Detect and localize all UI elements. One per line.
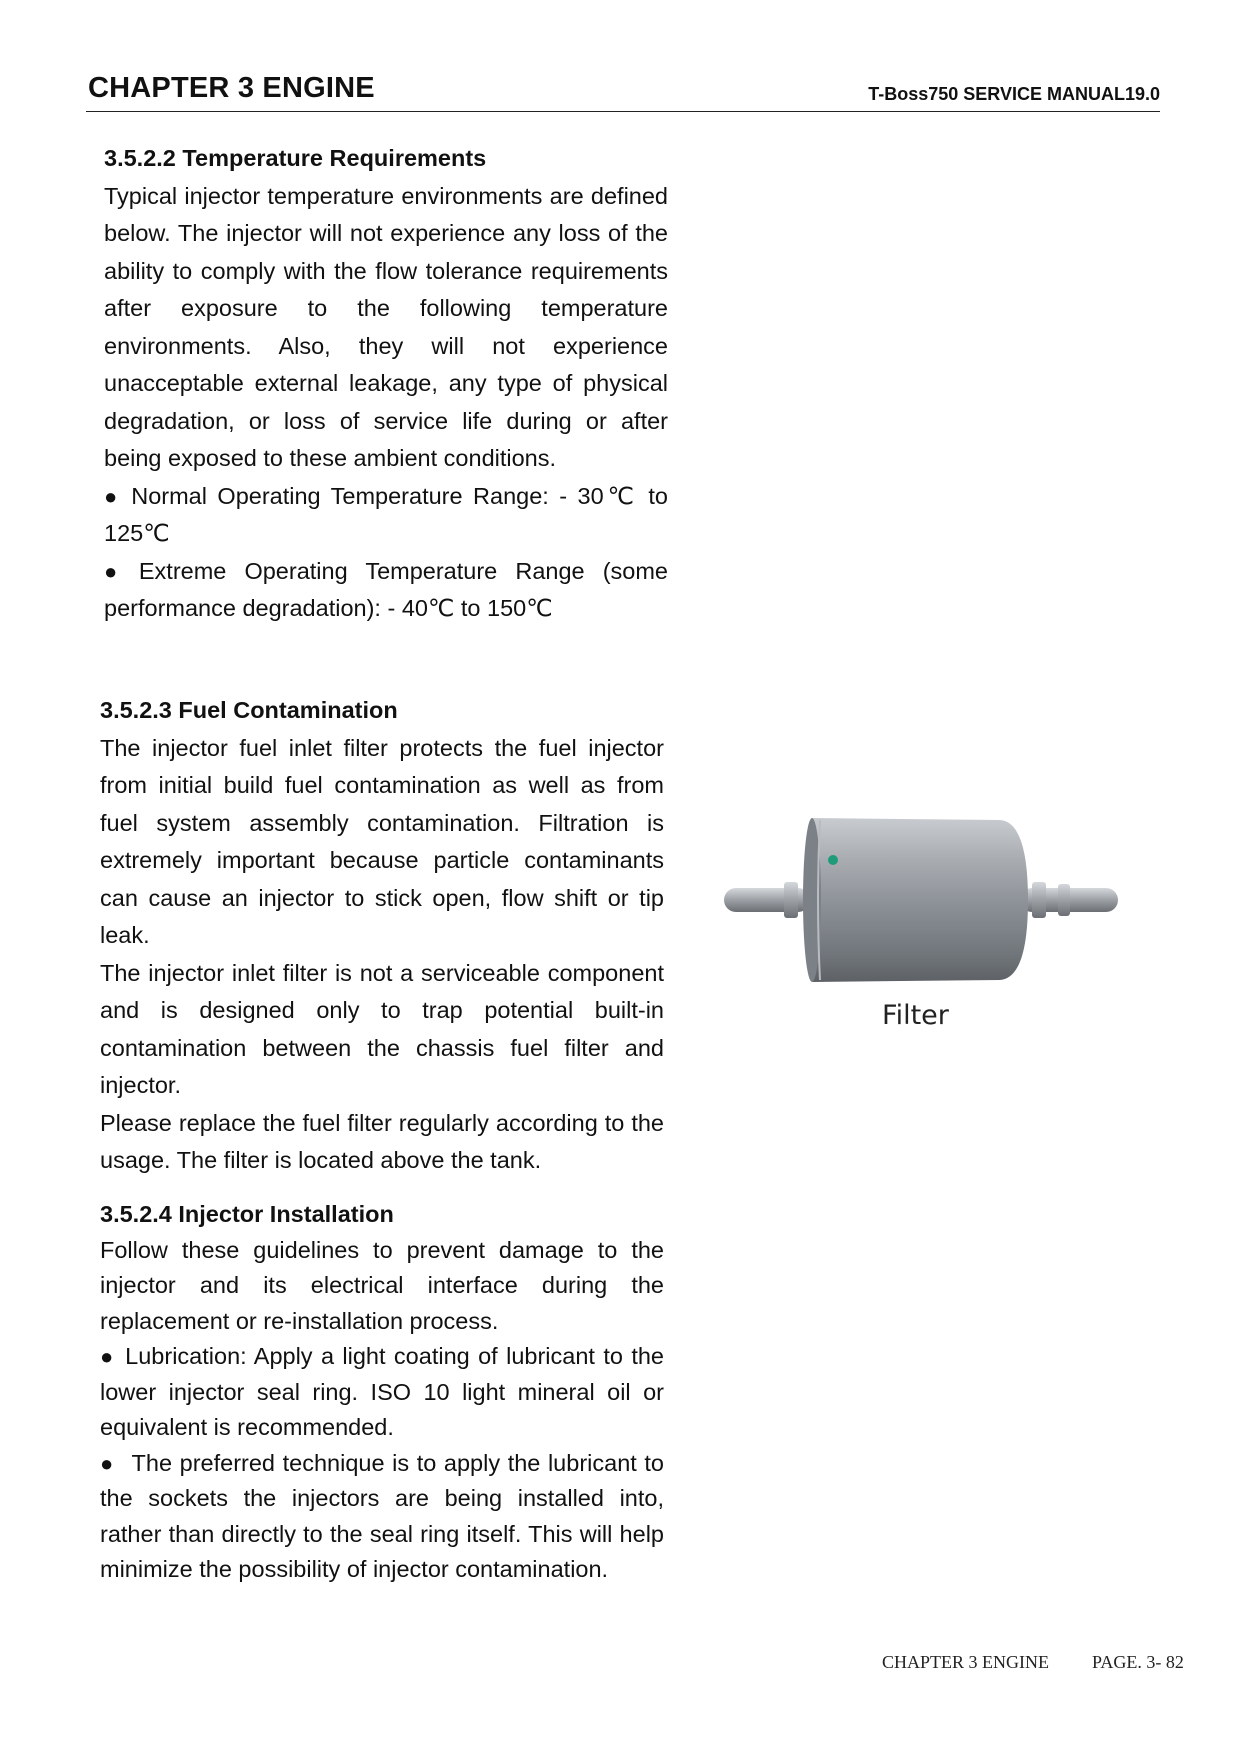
bullet-item: ● The preferred technique is to apply the lubricant to the sockets the injectors are being installed into, rather than directly to the seal ring itself. This will help minimize the possibility of injector contamination. xyxy=(100,1446,664,1588)
section-paragraph: The injector inlet filter is not a serviceable component and is designed only to trap potential built-in contamination between the chassis fuel filter and injector. xyxy=(100,959,664,1098)
section-injector-installation xyxy=(100,1197,664,1588)
section-body: Typical injector temperature environments are defined below. The injector will not experience any loss of the ability to comply with the flow tolerance requirements after exposure to the following temperature environments. Also, they will not experience unacceptable external leakage, any type of physical degradation, or loss of service life during or after being exposed to these ambient conditions. xyxy=(104,182,668,471)
section-paragraph: Please replace the fuel filter regularly according to the usage. The filter is located above the tank. xyxy=(100,1109,664,1173)
section-heading: 3.5.2.3 Fuel Contamination xyxy=(100,697,398,723)
section-heading: 3.5.2.4 Injector Installation xyxy=(100,1201,394,1227)
section-paragraph: The injector fuel inlet filter protects the fuel injector from initial build fuel contamination as well as from fuel system assembly contamination. Filtration is extremely important because particle contaminants can cause an injector to stick open, flow shift or tip leak. xyxy=(100,734,664,948)
figure-caption: Filter xyxy=(882,1000,949,1031)
header-chapter-title: CHAPTER 3 ENGINE xyxy=(88,72,375,104)
section-body: Follow these guidelines to prevent damage to the injector and its electrical interface during the replacement or re-installation process. xyxy=(100,1236,664,1334)
header-divider xyxy=(86,111,1160,112)
section-fuel-contamination xyxy=(100,692,664,1180)
section-heading: 3.5.2.2 Temperature Requirements xyxy=(104,145,487,171)
fuel-filter-figure xyxy=(720,808,1120,998)
fuel-filter-illustration-icon xyxy=(720,808,1120,998)
bullet-item: ● Extreme Operating Temperature Range (some performance degradation): - 40℃ to 150℃ xyxy=(104,553,668,628)
bullet-item: ● Normal Operating Temperature Range: - 30℃ to 125℃ xyxy=(104,478,668,553)
header-manual-title: T-Boss750 SERVICE MANUAL19.0 xyxy=(868,84,1160,104)
footer-page-number: PAGE. 3- 82 xyxy=(1092,1652,1184,1672)
footer-chapter: CHAPTER 3 ENGINE xyxy=(882,1652,1049,1672)
section-temperature-requirements xyxy=(104,140,668,628)
bullet-item: ● Lubrication: Apply a light coating of lubricant to the lower injector seal ring. ISO 10 light mineral oil or equivalent is recommended. xyxy=(100,1339,664,1446)
